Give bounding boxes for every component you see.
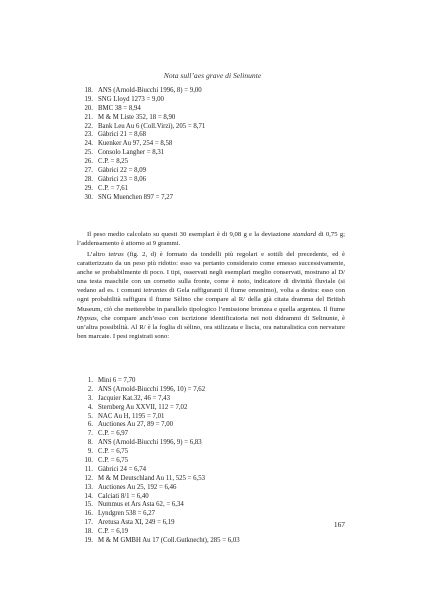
item-text: Aretusa Asta XI, 249 = 6,19 [98, 519, 175, 527]
item-number: 12. [84, 474, 93, 482]
list-item [77, 194, 367, 203]
text-run: L’altro [87, 251, 109, 258]
list-item [77, 131, 367, 140]
list-item [77, 386, 367, 395]
item-text: ANS (Arnold-Biucchi 1996, 8) = 9,00 [98, 87, 202, 94]
item-number: 14. [84, 492, 93, 500]
list-item [77, 404, 367, 413]
item-number: 9. [87, 448, 93, 456]
item-number: 18. [84, 528, 93, 536]
item-number: 10. [84, 457, 93, 465]
list-item [77, 413, 367, 422]
item-text: C.P. = 6,75 [98, 448, 129, 456]
item-number: 4. [87, 403, 93, 411]
list-item [77, 457, 367, 466]
item-number: 23. [84, 131, 93, 139]
item-number: 21. [84, 113, 93, 121]
item-text: Jacquier Kat.32, 46 = 7,43 [98, 394, 170, 402]
item-number: 19. [84, 95, 93, 103]
item-number: 1. [87, 377, 93, 384]
list-item [77, 114, 367, 123]
item-number: 26. [84, 158, 93, 166]
list-item [77, 537, 367, 546]
item-text: ANS (Arnold-Biucchi 1996, 9) = 6,83 [98, 439, 202, 447]
item-number: 11. [84, 465, 93, 473]
item-text: Calciati 8/1 = 6,40 [98, 492, 149, 500]
list-item [77, 439, 367, 448]
list-item [77, 105, 367, 114]
paragraph-tetras-description [77, 250, 345, 341]
item-number: 17. [84, 519, 93, 527]
text-run: di Gela raffiguranti il fiume omonimo), volta a destra: esso con ogni probabilità raffigura il fiume Sèlino che compare al R/ della già citata dramma del British Museum, ciò che metterebbe in parallelo tipologico l’emissione bronzea e quella argentea. Il fiume [77, 287, 345, 313]
item-number: 13. [84, 483, 93, 491]
item-text: Sternberg Au XXVII, 112 = 7,02 [98, 403, 188, 411]
list-item [77, 484, 367, 493]
item-text: C.P. = 6,97 [98, 430, 129, 438]
item-text: SNG Lloyd 1273 = 9,00 [98, 95, 164, 103]
italic-term: tetras [108, 251, 124, 258]
item-number: 5. [87, 412, 93, 420]
item-text: Nummus et Ars Asta 62, = 6,34 [98, 501, 184, 509]
item-text: Lyndgren 538 = 6,27 [98, 510, 156, 518]
item-text: NAC Au H, 1195 = 7,01 [98, 412, 165, 420]
list-item [77, 448, 367, 457]
item-number: 16. [84, 510, 93, 518]
item-text: Kuenker Au 97, 254 = 8,58 [98, 140, 173, 148]
item-text: M & M Deutschland Au 11, 525 = 6,53 [98, 474, 206, 482]
list-item [77, 528, 367, 537]
list-item [77, 140, 367, 149]
item-number: 22. [84, 122, 93, 130]
italic-term: standard [292, 231, 317, 238]
item-text: C.P. = 6,75 [98, 457, 129, 465]
item-number: 6. [87, 421, 93, 429]
item-number: 27. [84, 167, 93, 175]
item-number: 20. [84, 104, 93, 112]
text-run: Il peso medio calcolato su questi 30 esemplari è di 9,08 g e la deviazione [87, 231, 293, 238]
list-item [77, 176, 367, 185]
list-item [77, 421, 367, 430]
item-text: C.P. = 7,61 [98, 184, 129, 192]
text-run: , che compare anch’esso con iscrizione identificatoria nei noti didrammi di Selinunte, è un’altra possibilità. Al R/ è la foglia di sèlino, ora stilizzata e liscia, ora naturalistica con nervature ben marcate. I pesi registrati sono: [77, 314, 345, 340]
list-item [77, 167, 367, 176]
item-number: 3. [87, 394, 93, 402]
item-text: Consolo Langher = 8,31 [98, 149, 165, 157]
item-number: 25. [84, 149, 93, 157]
list-item [77, 501, 367, 510]
item-text: M & M GMBH Au 17 (Coll.Gutknecht), 285 = 6,03 [98, 537, 240, 545]
weights-list-1 [77, 87, 367, 203]
item-number: 8. [87, 439, 93, 447]
item-number: 19. [84, 537, 93, 545]
item-number: 2. [87, 385, 93, 393]
list-item [77, 475, 367, 484]
text-run: di 0,75 g; l’addensamento è attorno ai 9 grammi. [77, 231, 345, 248]
text-run: (fig. 2, d) è formato da tondelli più regolari e sottili del precedente, ed è caratterizzato da un peso più ridotto: esso va pertanto considerato come emesso successivamente, anche se probabilmente di poco. I tipi, osservati negli esemplari meglio conservati, mostrano al D/ una testa maschile con un cornetto sulla fronte, come è noto, indicatore di divinità fluviale (si vedano ad es. i comuni [77, 251, 346, 295]
item-text: Auctiones Au 27, 89 = 7,00 [98, 421, 174, 429]
italic-term: Hypsas [77, 314, 97, 322]
item-text: Gàbrici 22 = 8,09 [98, 167, 147, 175]
list-item [77, 395, 367, 404]
item-text: Auctiones Au 25, 192 = 6,46 [98, 483, 177, 491]
item-number: 28. [84, 175, 93, 183]
page-number: 167 [333, 520, 345, 529]
item-number: 15. [84, 501, 93, 509]
item-number: 24. [84, 140, 93, 148]
list-item [77, 466, 367, 475]
item-text: BMC 38 = 8,94 [98, 104, 141, 112]
item-text: C.P. = 8,25 [98, 158, 129, 166]
paragraph-mean-weight [77, 230, 345, 248]
item-text: Gàbrici 23 = 8,06 [98, 175, 147, 183]
item-text: Mini 6 = 7,70 [98, 377, 136, 384]
item-text: Bank Leu Au 6 (Coll.Virzì), 205 = 8,71 [98, 122, 206, 130]
item-text: C.P. = 6,19 [98, 528, 129, 536]
list-item [77, 87, 367, 96]
item-number: 30. [84, 193, 93, 201]
list-item [77, 123, 367, 132]
item-number: 29. [84, 184, 93, 192]
italic-term: tetrantes [143, 287, 167, 295]
list-item [77, 158, 367, 167]
list-item [77, 185, 367, 194]
item-number: 18. [84, 87, 93, 94]
list-item [77, 149, 367, 158]
list-item [77, 493, 367, 502]
item-number: 7. [87, 430, 93, 438]
item-text: ANS (Arnold-Biucchi 1996, 10) = 7,62 [98, 385, 206, 393]
list-item [77, 377, 367, 386]
item-text: SNG Muenchen 897 = 7,27 [98, 193, 174, 201]
item-text: Gàbrici 21 = 8,68 [98, 131, 147, 139]
list-item [77, 96, 367, 105]
list-item [77, 510, 367, 519]
item-text: M & M Liste 352, 18 = 8,90 [98, 113, 176, 121]
item-text: Gàbrici 24 = 6,74 [98, 465, 147, 473]
running-header: Nota sull’aes grave di Selinunte [163, 71, 262, 80]
list-item [77, 430, 367, 439]
